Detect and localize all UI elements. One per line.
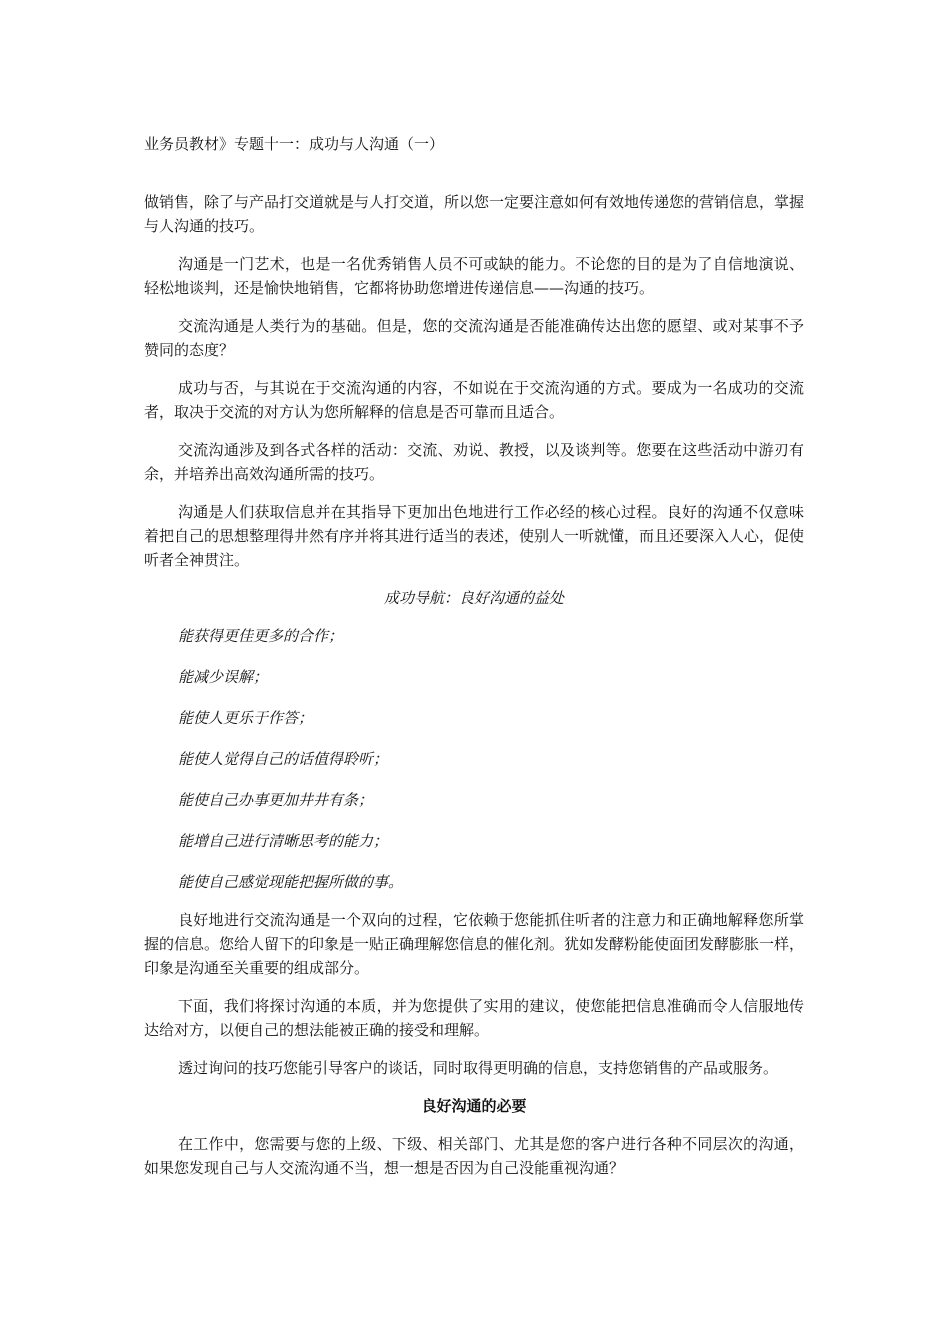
section-paragraph: 在工作中，您需要与您的上级、下级、相关部门、尤其是您的客户进行各种不同层次的沟通，如果您发现自己与人交流沟通不当，想一想是否因为自己没能重视沟通？ [144, 1135, 804, 1177]
document-title: 业务员教材》专题十一：成功与人沟通（一） [144, 135, 445, 153]
paragraph-success-method: 成功与否，与其说在于交流沟通的内容，不如说在于交流沟通的方式。要成为一名成功的交流者，取决于交流的对方认为您所解释的信息是否可靠而且适合。 [144, 379, 804, 421]
benefits-heading: 成功导航：良好沟通的益处 [383, 589, 564, 607]
paragraph-activities: 交流沟通涉及到各式各样的活动：交流、劝说、教授，以及谈判等。您要在这些活动中游刃有余，并培养出高效沟通所需的技巧。 [144, 441, 804, 483]
intro-paragraph: 做销售，除了与产品打交道就是与人打交道，所以您一定要注意如何有效地传递您的营销信息，掌握与人沟通的技巧。 [144, 193, 805, 235]
paragraph-core-process: 沟通是人们获取信息并在其指导下更加出色地进行工作必经的核心过程。良好的沟通不仅意味着把自己的思想整理得井然有序并将其进行适当的表述，使别人一听就懂，而且还要深入人心，促使听者全神贯注。 [144, 503, 805, 569]
paragraph-two-way-process: 良好地进行交流沟通是一个双向的过程，它依赖于您能抓住听者的注意力和正确地解释您所掌握的信息。您给人留下的印象是一贴正确理解您信息的催化剂。犹如发酵粉能使面团发酵膨胀一样，印象是沟通至关重要的组成部分。 [144, 911, 805, 977]
section-heading: 良好沟通的必要 [421, 1097, 527, 1115]
paragraph-next-steps: 下面，我们将探讨沟通的本质，并为您提供了实用的建议，使您能把信息准确而令人信服地传达给对方，以便自己的想法能被正确的接受和理解。 [144, 997, 804, 1039]
benefit-item: 能增自己进行清晰思考的能力； [178, 832, 389, 850]
paragraph-communication-basis: 交流沟通是人类行为的基础。但是，您的交流沟通是否能准确传达出您的愿望、或对某事不予赞同的态度？ [144, 317, 804, 359]
benefit-item: 能使人觉得自己的话值得聆听； [178, 750, 389, 768]
paragraph-questioning: 透过询问的技巧您能引导客户的谈话，同时取得更明确的信息，支持您销售的产品或服务。 [178, 1059, 779, 1077]
paragraph-communication-art: 沟通是一门艺术，也是一名优秀销售人员不可或缺的能力。不论您的目的是为了自信地演说、轻松地谈判，还是愉快地销售，它都将协助您增进传递信息——沟通的技巧。 [144, 255, 804, 297]
benefit-item: 能减少误解； [178, 668, 269, 686]
benefit-item: 能使自己感觉现能把握所做的事。 [178, 873, 404, 891]
document-page [144, 132, 804, 1194]
benefit-item: 能使人更乐于作答； [178, 709, 314, 727]
benefit-item: 能获得更佳更多的合作； [178, 627, 344, 645]
benefits-list [144, 624, 804, 894]
benefit-item: 能使自己办事更加井井有条； [178, 791, 374, 809]
